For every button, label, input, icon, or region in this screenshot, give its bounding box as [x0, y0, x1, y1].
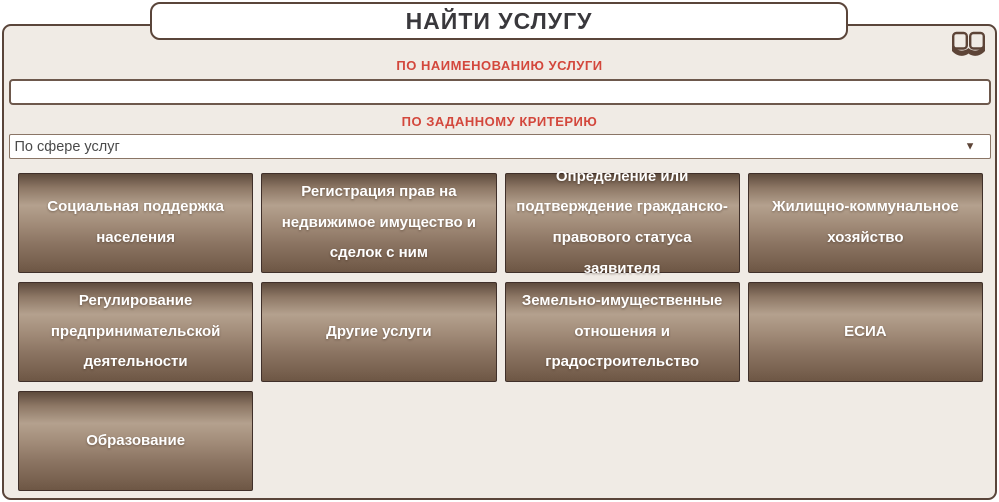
criterion-selected-value: По сфере услуг — [14, 138, 120, 155]
by-service-name-label: ПО НАИМЕНОВАНИЮ УСЛУГИ — [396, 58, 603, 73]
category-button-business-regulation[interactable]: Регулирование предпринимательской деятельности — [18, 282, 253, 382]
service-name-input[interactable] — [9, 79, 991, 105]
search-panel — [2, 24, 997, 500]
category-button-esia[interactable]: ЕСИА — [748, 282, 983, 382]
category-button-social-support[interactable]: Социальная поддержка населения — [18, 173, 253, 273]
chevron-down-icon: ▼ — [964, 139, 976, 152]
category-button-education[interactable]: Образование — [18, 391, 253, 491]
category-grid — [18, 167, 983, 491]
category-button-housing-utilities[interactable]: Жилищно-коммунальное хозяйство — [748, 173, 983, 273]
by-criterion-label: ПО ЗАДАННОМУ КРИТЕРИЮ — [401, 114, 598, 129]
category-button-land-property[interactable]: Земельно-имущественные отношения и градостроительство — [505, 282, 740, 382]
page-header — [150, 2, 848, 40]
category-button-property-rights[interactable]: Регистрация прав на недвижимое имущество и сделок с ним — [261, 173, 496, 273]
criterion-select[interactable] — [9, 134, 991, 159]
open-book-icon[interactable] — [950, 30, 986, 58]
category-button-civil-status[interactable]: Определение или подтверждение гражданско-правового статуса заявителя — [505, 173, 740, 273]
page-title: НАЙТИ УСЛУГУ — [405, 7, 593, 34]
category-button-other-services[interactable]: Другие услуги — [261, 282, 496, 382]
